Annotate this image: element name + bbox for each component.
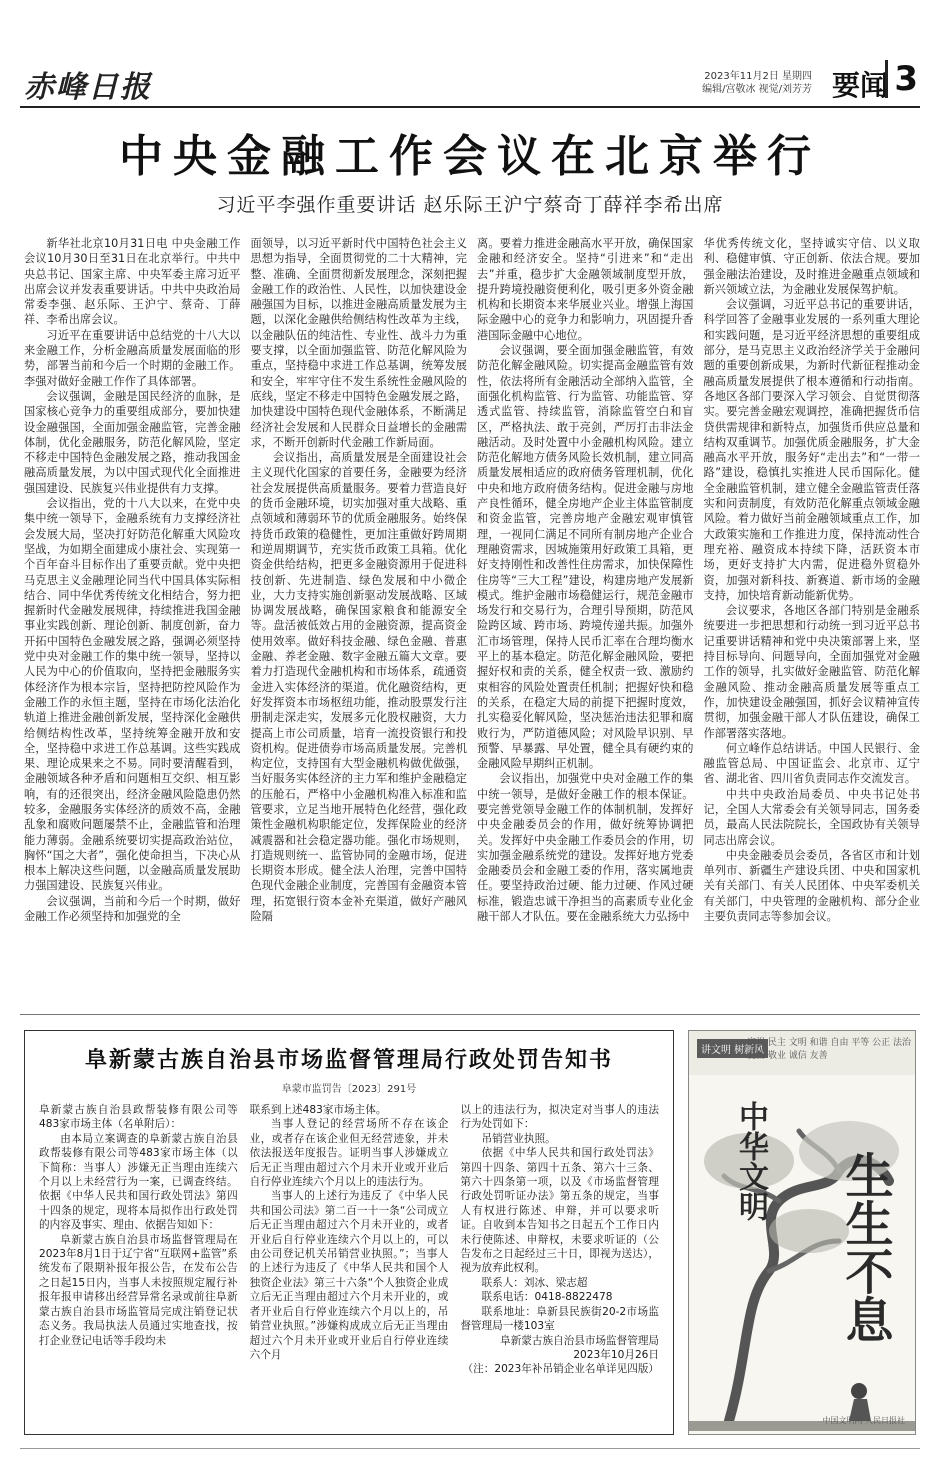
issue-date: 2023年10月26日 (573, 1348, 660, 1361)
page-number: 3 (885, 60, 918, 98)
notice-column-2 (250, 1103, 449, 1423)
paragraph: 当事人的上述行为违反了《中华人民共和国公司法》第二百一十一条“公司成立后无正当理由超过六个月未开业的，或者开业后自行停业连续六个月以上的，可以由公司登记机关吊销营业执照。”；当事人的上述行为违反了《中华人民共和国个人独资企业法》第三十六条“个人独资企业成立后无正当理由超过六个月未开业的，或者开业后自行停业连续六个月以上的，吊销营业执照。”涉嫌构成成立后无正当理由超过六个月未开业或开业后自行停业连续六个月 (249, 1190, 449, 1361)
headline: 中央金融工作会议在北京举行 (119, 131, 821, 182)
paragraph: 中共中央政治局委员、中央书记处书记，全国人大常委会有关领导同志，国务委员，最高人民法院院长，全国政协有关领导同志出席会议。 (703, 787, 920, 847)
paragraph: 联系到上述483家市场主体。 (249, 1104, 387, 1116)
article-column-1 (24, 236, 241, 1006)
paragraph: 会议指出，高质量发展是全面建设社会主义现代化国家的首要任务，金融要为经济社会发展提供高质量服务。要着力营造良好的货币金融环境，切实加强对重大战略、重点领域和薄弱环节的优质金融服务。始终保持货币政策的稳健性，更加注重做好跨周期和逆周期调节，充实货币政策工具箱。优化资金供给结构，把更多金融资源用于促进科技创新、先进制造、绿色发展和中小微企业，大力支持实施创新驱动发展战略、区域协调发展战略，确保国家粮食和能源安全等。盘活被低效占用的金融资源，提高资金使用效率。做好科技金融、绿色金融、普惠金融、养老金融、数字金融五篇大文章。要着力打造现代金融机构和市场体系，疏通资金进入实体经济的渠道。优化融资结构，更好发挥资本市场枢纽功能，推动股票发行注册制走深走实，发展多元化股权融资，大力提高上市公司质量，培育一流投资银行和投资机构。促进债券市场高质量发展。完善机构定位，支持国有大型金融机构做优做强，当好服务实体经济的主力军和维护金融稳定的压舱石，严格中小金融机构准入标准和监管要求，立足当地开展特色化经营，强化政策性金融机构职能定位，发挥保险业的经济减震器和社会稳定器功能。强化市场规则，打造规则统一、监管协同的金融市场，促进长期资本形成。健全法人治理，完善中国特色现代金融企业制度，完善国有金融资本管理，拓宽银行资本金补充渠道，做好产融风险隔 (250, 451, 467, 924)
slogan-line-1: 富强 民主 文明 和谐 自由 平等 公正 法治 (747, 1038, 912, 1048)
poster-text-vertical: 中华文明 (733, 1101, 768, 1221)
paragraph: 阜新蒙古族自治县市场监督管理局在2023年8月1日于辽宁省“互联网+监管”系统发布了限期补报年报公告，在发布公告之日起15日内，当事人未按照规定履行补报年报申请移出经营异常名录或前往阜新蒙古族自治县市场监管局完成注销登记状态义务。我局执法人员通过实地查找，按打企业登记电话等手段均未 (39, 1233, 238, 1347)
header-rule (20, 106, 920, 108)
paragraph: 何立峰作总结讲话。中国人民银行、金融监管总局、中国证监会、北京市、辽宁省、湖北省、四川省负责同志作交流发言。 (703, 741, 920, 786)
public-service-poster (688, 1030, 916, 1435)
subheadline: 习近平李强作重要讲话 赵乐际王沪宁蔡奇丁薛祥李希出席 (216, 194, 724, 216)
paragraph: 吊销营业执照。 (481, 1132, 556, 1145)
issue-date: 2023年11月2日 星期四 (704, 71, 812, 82)
article-column-2 (251, 236, 468, 1006)
paragraph: 会议指出，党的十八大以来，在党中央集中统一领导下，金融系统有力支撑经济社会发展大局，坚决打好防范化解重大风险攻坚战，为如期全面建成小康社会、实现第一个百年奋斗目标作出了重要贡献。党中央把马克思主义金融理论同当代中国具体实际相结合、同中华优秀传统文化相结合，努力把握新时代金融发展规律，持续推进我国金融事业实践创新、理论创新、制度创新，奋力开拓中国特色金融发展之路，强调必须坚持党中央对金融工作的集中统一领导，坚持以人民为中心的价值取向，坚持把金融服务实体经济作为根本宗旨，坚持把防控风险作为金融工作的永恒主题，坚持在市场化法治化轨道上推进金融创新发展，坚持深化金融供给侧结构性改革，坚持统筹金融开放和安全，坚持稳中求进工作总基调。这些实践成果、理论成果来之不易。同时要清醒看到，金融领域各种矛盾和问题相互交织、相互影响，有的还很突出，经济金融风险隐患仍然较多，金融服务实体经济的质效不高，金融乱象和腐败问题屡禁不止，金融监管和治理能力薄弱。金融系统要切实提高政治站位，胸怀“国之大者”，强化使命担当，下决心从根本上解决这些问题，以金融高质量发展助力强国建设、民族复兴伟业。 (24, 497, 241, 893)
paragraph: 阜新蒙古族自治县政帮装修有限公司等483家市场主体（名单附后）： (39, 1104, 238, 1131)
notice-body (39, 1103, 659, 1423)
footer-rule (20, 1448, 920, 1449)
notice-reference: 阜蒙市监罚告〔2023〕291号 (281, 1084, 417, 1095)
contact-phone: 联系电话：0418-8822478 (481, 1291, 613, 1304)
contact-address: 联系地址：阜新县民族街20-2市场监督管理局一楼103室 (460, 1305, 660, 1333)
poster-slogan (747, 1037, 911, 1063)
paragraph: 中央金融委员会委员，各省区市和计划单列市、新疆生产建设兵团、中央和国家机关有关部门、有关人民团体、中央军委机关有关部门，中央管理的金融机构、部分企业主要负责同志等参加会议。 (703, 848, 920, 924)
issuer: 阜新蒙古族自治县市场监督管理局 (500, 1334, 660, 1347)
paragraph: 华优秀传统文化，坚持诚实守信、以义取利、稳健审慎、守正创新、依法合规。要加强金融法治建设，及时推进金融重点领域和新兴领域立法，为金融业发展保驾护航。 (703, 237, 920, 296)
paragraph: 面领导，以习近平新时代中国特色社会主义思想为指导，全面贯彻党的二十大精神，完整、准确、全面贯彻新发展理念，深刻把握金融工作的政治性、人民性，以加快建设金融强国为目标，以推进金融高质量发展为主题，以深化金融供给侧结构性改革为主线，以金融队伍的纯洁性、专业性、战斗力为重要支撑，以全面加强监管、防范化解风险为重点，坚持稳中求进工作总基调，统筹发展和安全，牢牢守住不发生系统性金融风险的底线，坚定不移走中国特色金融发展之路，加快建设中国特色现代金融体系，不断满足经济社会发展和人民群众日益增长的金融需求，不断开创新时代金融工作新局面。 (250, 237, 467, 449)
paragraph: 会议强调，金融是国民经济的血脉，是国家核心竞争力的重要组成部分，要加快建设金融强国，全面加强金融监管，完善金融体制，优化金融服务，防范化解风险，坚定不移走中国特色金融发展之路，推动我国金融高质量发展，为以中国式现代化全面推进强国建设、民族复兴伟业提供有力支撑。 (24, 389, 241, 495)
legal-notice (24, 1030, 674, 1435)
section-divider (20, 1014, 920, 1015)
article-column-3 (477, 236, 694, 1006)
slogan-line-2: 爱国 敬业 诚信 友善 (747, 1051, 828, 1061)
paragraph: 新华社北京10月31日电 中央金融工作会议10月30日至31日在北京举行。中共中央总书记、国家主席、中央军委主席习近平出席会议并发表重要讲话。中共中央政治局常委李强、赵乐际、王沪宁、蔡奇、丁薛祥、李希出席会议。 (24, 237, 241, 327)
paragraph: 由本局立案调查的阜新蒙古族自治县政帮装修有限公司等483家市场主体（以下简称：当事人）涉嫌无正当理由连续六个月以上未经营行为一案，已调查终结。依据《中华人民共和国行政处罚法》第四十四条的规定，现将本局拟作出行政处罚的内容及事实、理由、依据告知如下： (39, 1132, 238, 1232)
article-column-4 (704, 236, 921, 1006)
section-label: 要闻 (831, 69, 888, 102)
notice-title: 阜新蒙古族自治县市场监督管理局行政处罚告知书 (84, 1047, 613, 1073)
paragraph: 当事人登记的经营场所不存在该企业，或者存在该企业但无经营迹象，并未依法报送年度报告。证明当事人涉嫌成立后无正当理由超过六个月未开业或开业后自行停业连续六个月以上的违法行为。 (249, 1118, 449, 1189)
issue-editors: 编辑/宫敬冰 视觉/刘芳芳 (702, 84, 812, 95)
notice-footnote: （注：2023年补吊销企业名单详见四版） (462, 1363, 660, 1376)
paragraph: 离。要着力推进金融高水平开放，确保国家金融和经济安全。坚持“引进来”和“走出去”并重，稳步扩大金融领域制度型开放，提升跨境投融资便利化，吸引更多外资金融机构和长期资本来华展业兴业。增强上海国际金融中心的竞争力和影响力，巩固提升香港国际金融中心地位。 (477, 237, 694, 342)
article-body (24, 236, 920, 1006)
contact-person: 联系人：刘冰、梁志超 (481, 1276, 588, 1289)
issue-info (702, 70, 812, 96)
paragraph: 会议指出，加强党中央对金融工作的集中统一领导，是做好金融工作的根本保证。要完善党领导金融工作的体制机制，发挥好中央金融委员会的作用，做好统筹协调把关。发挥好中央金融工作委员会的作用，切实加强金融系统党的建设。发挥好地方党委金融委员会和金融工委的作用，落实属地责任。要坚持政治过硬、能力过硬、作风过硬标准，锻造忠诚干净担当的高素质专业化金融干部人才队伍。要在金融系统大力弘扬中 (477, 772, 694, 924)
paragraph: 依据《中华人民共和国行政处罚法》第四十四条、第四十五条、第六十三条、第六十四条第一项，以及《市场监督管理行政处罚听证办法》第五条的规定，当事人有权进行陈述、申辩，并可以要求听证。自收到本告知书之日起五个工作日内未行使陈述、申辩权，未要求听证的（公告发布之日起经过三十日，即视为送达），视为放弃此权利。 (460, 1147, 660, 1275)
paragraph: 以上的违法行为，拟决定对当事人的违法行为处罚如下： (460, 1104, 660, 1131)
paragraph: 会议强调，要全面加强金融监管，有效防范化解金融风险。切实提高金融监管有效性，依法将所有金融活动全部纳入监管，全面强化机构监管、行为监管、功能监管、穿透式监管、持续监管，消除监管空白和盲区，严格执法、敢于亮剑，严厉打击非法金融活动。及时处置中小金融机构风险。建立防范化解地方债务风险长效机制，建立同高质量发展相适应的政府债务管理机制，优化中央和地方政府债务结构。促进金融与房地产良性循环，健全房地产企业主体监管制度和资金监管，完善房地产金融宏观审慎管理，一视同仁满足不同所有制房地产企业合理融资需求，因城施策用好政策工具箱，更好支持刚性和改善性住房需求，加快保障性住房等“三大工程”建设，构建房地产发展新模式。维护金融市场稳健运行，规范金融市场发行和交易行为，合理引导预期，防范风险跨区域、跨市场、跨境传递共振。加强外汇市场管理，保持人民币汇率在合理均衡水平上的基本稳定。防范化解金融风险，要把握好权和责的关系，健全权责一致、激励约束相容的风险处置责任机制；把握好快和稳的关系，在稳定大局的前提下把握时度效，扎实稳妥化解风险，坚决惩治违法犯罪和腐败行为，严防道德风险；对风险早识别、早预警、早暴露、早处置，健全具有硬约束的金融风险早期纠正机制。 (477, 344, 694, 771)
poster-text-large: 生生不息 (837, 1151, 893, 1343)
poster-credit: 中国文明网 人民日报社 (822, 1416, 905, 1425)
paragraph: 会议强调，习近平总书记的重要讲话，科学回答了金融事业发展的一系列重大理论和实践问题，是习近平经济思想的重要组成部分，是马克思主义政治经济学关于金融问题的重要创新成果，为新时代新征程推动金融高质量发展提供了根本遵循和行动指南。各地区各部门要深入学习领会、自觉贯彻落实。要完善金融宏观调控，准确把握货币信贷供需规律和新特点，加强货币供应总量和结构双重调节。加强优质金融服务，扩大金融高水平开放，服务好“走出去”和“一带一路”建设，稳慎扎实推进人民币国际化。健全金融监管机制，建立健全金融监管责任落实和问责制度，有效防范化解重点领域金融风险。着力做好当前金融领域重点工作，加大政策实施和工作推进力度，保持流动性合理充裕、融资成本持续下降，活跃资本市场，更好支持扩大内需，促进稳外贸稳外资，加强对新科技、新赛道、新市场的金融支持，加快培育新动能新优势。 (703, 298, 920, 602)
paragraph: 会议强调，当前和今后一个时期，做好金融工作必须坚持和加强党的全 (24, 894, 241, 924)
notice-column-1 (39, 1103, 238, 1423)
paragraph: 会议要求，各地区各部门特别是金融系统要进一步把思想和行动统一到习近平总书记重要讲话精神和党中央决策部署上来，坚持目标导向、问题导向，全面加强党对金融工作的领导，扎实做好金融监管、防范化解金融风险、推动金融高质量发展等重点工作，加快建设金融强国，抓好会议精神宣传贯彻，加强金融干部人才队伍建设，确保工作部署落实落地。 (703, 604, 920, 740)
notice-column-3 (460, 1103, 659, 1423)
poster-tag: 讲文明 树新风 (697, 1039, 768, 1058)
paragraph: 习近平在重要讲话中总结党的十八大以来金融工作，分析金融高质量发展面临的形势，部署当前和今后一个时期的金融工作。李强对做好金融工作作了具体部署。 (24, 328, 241, 388)
masthead-logo: 赤峰日报 (24, 70, 152, 105)
